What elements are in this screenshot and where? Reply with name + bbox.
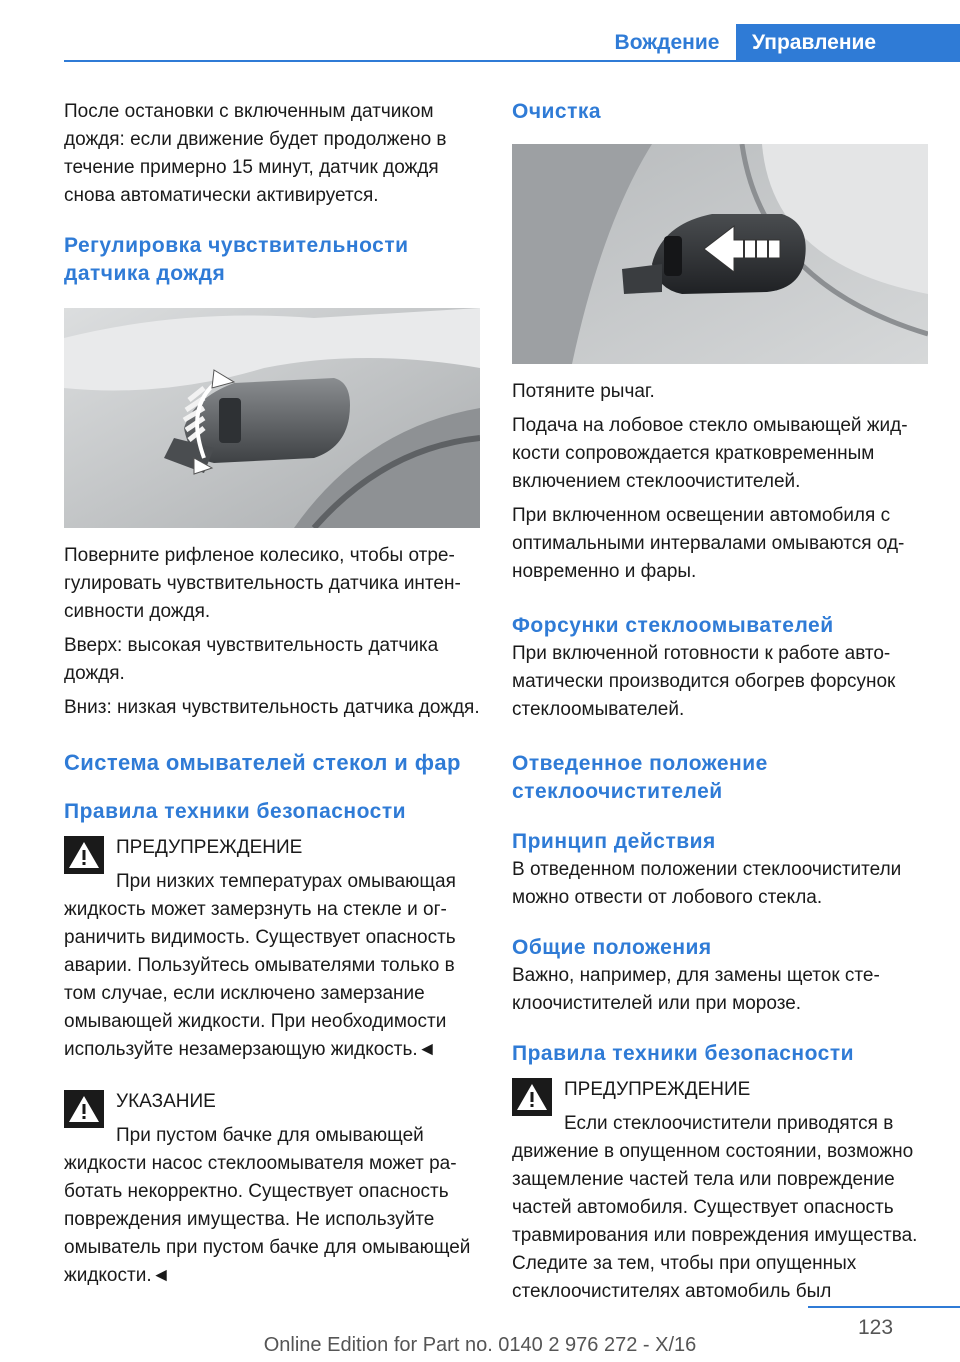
paragraph-up-sensitivity: Вверх: высокая чувствительность датчика дождя.	[64, 635, 439, 684]
notice-title-empty-tank: УКАЗАНИЕ	[116, 1091, 216, 1112]
paragraph-principle: В отведенном положении стеклоочистители можно отвести от лобового стекла.	[512, 859, 902, 908]
page-number: 123	[858, 1316, 894, 1339]
warning-triangle-icon	[512, 1078, 552, 1116]
heading-general: Общие положения	[512, 936, 712, 959]
warning-text-freezing-first: При низких температурах омывающая	[116, 871, 456, 892]
wiper-lever-photo	[512, 144, 928, 364]
warning-triangle-icon	[64, 1090, 104, 1128]
warning-text-folded-wipers: движение в опущенном состоянии, возможно защемление частей тела или повреждение частей автомобиля. Существует опасность травмирования или повреждения имущества. Следите за тем, чтобы при опущенных стеклоочистителях автомобиль был	[512, 1141, 918, 1302]
paragraph-general: Важно, например, для замены щеток стеклоочистителей или при морозе.	[512, 965, 880, 1014]
notice-block-empty-tank	[64, 1088, 484, 1290]
warning-title-folded-wipers: ПРЕДУПРЕЖДЕНИЕ	[564, 1079, 751, 1100]
warning-text-freezing: жидкость может замерзнуть на стекле и ограничить видимость. Существует опасность аварии. Пользуйтесь омывателями только в том случае, если исключено замерзание омывающей жидкости. При необходимости используйте незамерзающую жидкость.◄	[64, 899, 456, 1060]
warning-text-folded-wipers-first: Если стеклоочистители приводятся в	[564, 1113, 894, 1134]
heading-sensitivity: Регулировка чувствительности датчика дождя	[64, 234, 409, 285]
left-column	[64, 98, 484, 1290]
paragraph-rain-sensor-reactivation: После остановки с включенным датчиком дождя: если движение будет продолжено в течение примерно 15 минут, датчик дождя снова автоматически активируется.	[64, 101, 447, 206]
header-section-tab: Вождение	[614, 31, 720, 54]
heading-safety-left: Правила техники безопасности	[64, 800, 407, 823]
heading-washer-system: Система омывателей стекол и фар	[64, 750, 461, 775]
warning-title-freezing: ПРЕДУПРЕЖДЕНИЕ	[116, 837, 303, 858]
warning-triangle-icon	[64, 836, 104, 874]
heading-folded-position: Отведенное положение стеклоочистителей	[512, 752, 768, 803]
warning-block-folded-wipers	[512, 1076, 932, 1306]
rain-sensor-wheel-photo	[64, 308, 480, 528]
header-divider	[64, 60, 960, 62]
paragraph-pull-lever: Потяните рычаг.	[512, 381, 655, 402]
warning-block-freezing	[64, 834, 484, 1064]
notice-text-empty-tank: жидкости насос стеклоомывателя может работать некорректно. Существует опасность повреждения имущества. Не используйте омыватель при пустом бачке для омывающей жидкости.◄	[64, 1153, 471, 1286]
right-column	[512, 98, 932, 1306]
header-chapter-tab: Управление	[736, 24, 960, 62]
rain-sensor-wheel-illustration	[64, 308, 480, 528]
paragraph-turn-wheel: Поверните рифленое колесико, чтобы отрегулировать чувствительность датчика интенсивности дождя.	[64, 545, 461, 622]
footer-divider	[808, 1306, 960, 1308]
heading-washer-nozzles: Форсунки стеклоомывателей	[512, 614, 834, 637]
paragraph-down-sensitivity: Вниз: низкая чувствительность датчика дождя.	[64, 697, 480, 718]
footer-edition: Online Edition for Part no. 0140 2 976 272 - X/16	[263, 1334, 697, 1356]
paragraph-headlight-washing: При включенном освещении автомобиля с оптимальными интервалами омываются одновременно и фары.	[512, 505, 905, 582]
wiper-lever-illustration	[512, 144, 928, 364]
heading-safety-right: Правила техники безопасности	[512, 1042, 855, 1065]
paragraph-fluid-supply: Подача на лобовое стекло омывающей жидкости сопровождается кратковременным включением стеклоочистителей.	[512, 415, 908, 492]
notice-text-empty-tank-first: При пустом бачке для омывающей	[116, 1125, 424, 1146]
heading-principle: Принцип действия	[512, 830, 716, 853]
paragraph-nozzle-heating: При включенной готовности к работе автоматически производится обогрев форсунок стеклоомывателей.	[512, 643, 896, 720]
heading-cleaning: Очистка	[512, 100, 602, 123]
